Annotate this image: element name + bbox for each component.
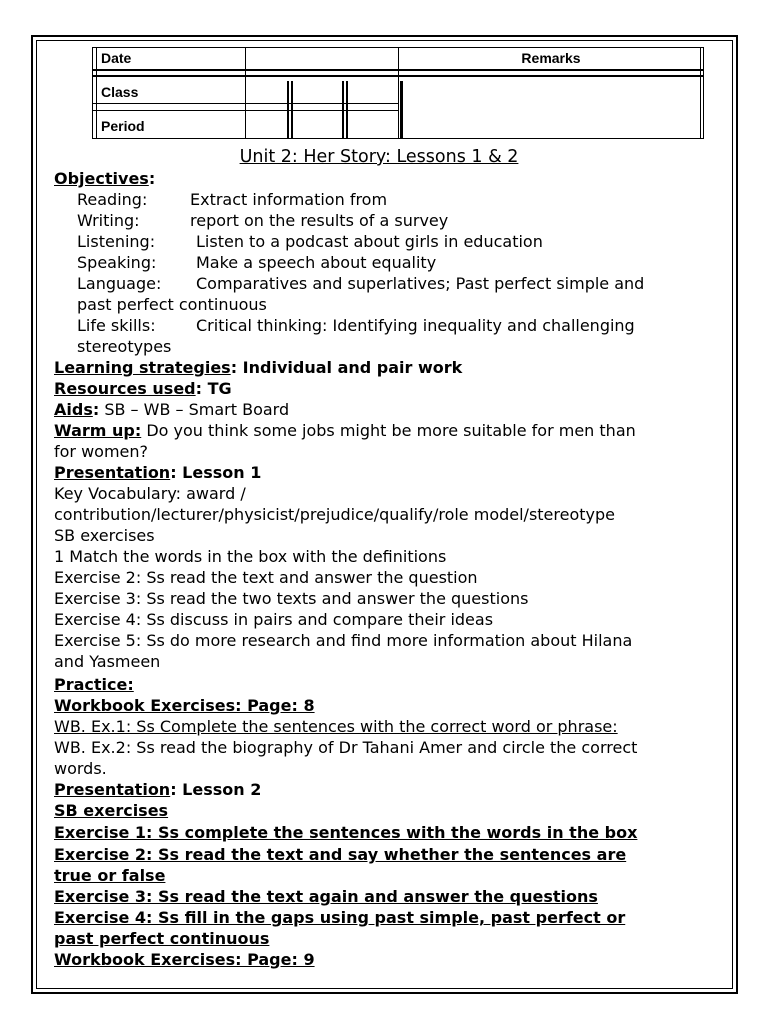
period-label: Period: [101, 118, 145, 134]
objective-text: Extract information from: [190, 190, 388, 209]
lesson2-line: Exercise 3: Ss read the text again and answer the questions: [54, 887, 598, 906]
class-label: Class: [101, 84, 139, 100]
wb-ex-2-cont: words.: [54, 759, 107, 778]
aids-line: Aids: SB – WB – Smart Board: [54, 400, 290, 419]
lesson1-line: Exercise 5: Ss do more research and find more information about Hilana: [54, 631, 633, 650]
objective-text: report on the results of a survey: [190, 211, 449, 230]
presentation-lesson-2: Presentation: Lesson 2: [54, 780, 262, 799]
lesson1-line: 1 Match the words in the box with the definitions: [54, 547, 447, 566]
header-table: [92, 47, 704, 139]
objective-text: Critical thinking: Identifying inequality and challenging: [196, 316, 635, 335]
objective-label: Reading:: [77, 190, 148, 209]
learning-strategies: Learning strategies: Individual and pair work: [54, 358, 463, 377]
objective-text-cont: stereotypes: [77, 337, 172, 356]
wb-ex-1: WB. Ex.1: Ss Complete the sentences with the correct word or phrase:: [54, 717, 618, 736]
objective-text-cont: past perfect continuous: [77, 295, 267, 314]
practice-heading: Practice:: [54, 675, 134, 694]
warm-up-line: Warm up: Do you think some jobs might be more suitable for men than: [54, 421, 636, 440]
objective-label: Language:: [77, 274, 162, 293]
objective-label: Writing:: [77, 211, 140, 230]
resources-used: Resources used: TG: [54, 379, 232, 398]
lesson2-line: true or false: [54, 866, 166, 885]
remarks-label: Remarks: [521, 50, 581, 66]
objective-label: Listening:: [77, 232, 156, 251]
objectives-heading: Objectives:: [54, 169, 156, 188]
col-rule: [96, 47, 97, 139]
lesson1-line: contribution/lecturer/physicist/prejudice/qualify/role model/stereotype: [54, 505, 615, 524]
wb-ex-2: WB. Ex.2: Ss read the biography of Dr Tahani Amer and circle the correct: [54, 738, 638, 757]
lesson1-line: Exercise 4: Ss discuss in pairs and compare their ideas: [54, 610, 494, 629]
objective-label: Life skills:: [77, 316, 156, 335]
lesson1-line: Exercise 3: Ss read the two texts and answer the questions: [54, 589, 529, 608]
lesson2-line: past perfect continuous: [54, 929, 270, 948]
warm-up-cont: for women?: [54, 442, 149, 461]
page-title: Unit 2: Her Story: Lessons 1 & 2: [239, 147, 519, 167]
lesson2-line: SB exercises: [54, 801, 169, 820]
col-rule: [342, 81, 344, 139]
objective-text: Make a speech about equality: [196, 253, 437, 272]
date-label: Date: [101, 50, 132, 66]
objective-text: Listen to a podcast about girls in education: [196, 232, 543, 251]
objective-text: Comparatives and superlatives; Past perfect simple and: [196, 274, 645, 293]
lesson2-line: Exercise 1: Ss complete the sentences with the words in the box: [54, 823, 638, 842]
lesson1-line: Key Vocabulary: award /: [54, 484, 246, 503]
lesson2-line: Exercise 2: Ss read the text and say whether the sentences are: [54, 845, 627, 864]
col-rule: [291, 81, 293, 139]
lesson1-line: Exercise 2: Ss read the text and answer the question: [54, 568, 478, 587]
col-rule: [245, 47, 246, 139]
objective-label: Speaking:: [77, 253, 157, 272]
col-rule: [346, 81, 348, 139]
lesson2-line: Workbook Exercises: Page: 9: [54, 950, 315, 969]
lesson1-line: SB exercises: [54, 526, 155, 545]
lesson1-line: and Yasmeen: [54, 652, 161, 671]
workbook-page-8: Workbook Exercises: Page: 8: [54, 696, 315, 715]
presentation-lesson-1: Presentation: Lesson 1: [54, 463, 262, 482]
lesson2-line: Exercise 4: Ss fill in the gaps using past simple, past perfect or: [54, 908, 626, 927]
col-rule: [400, 81, 403, 139]
col-rule: [287, 81, 289, 139]
